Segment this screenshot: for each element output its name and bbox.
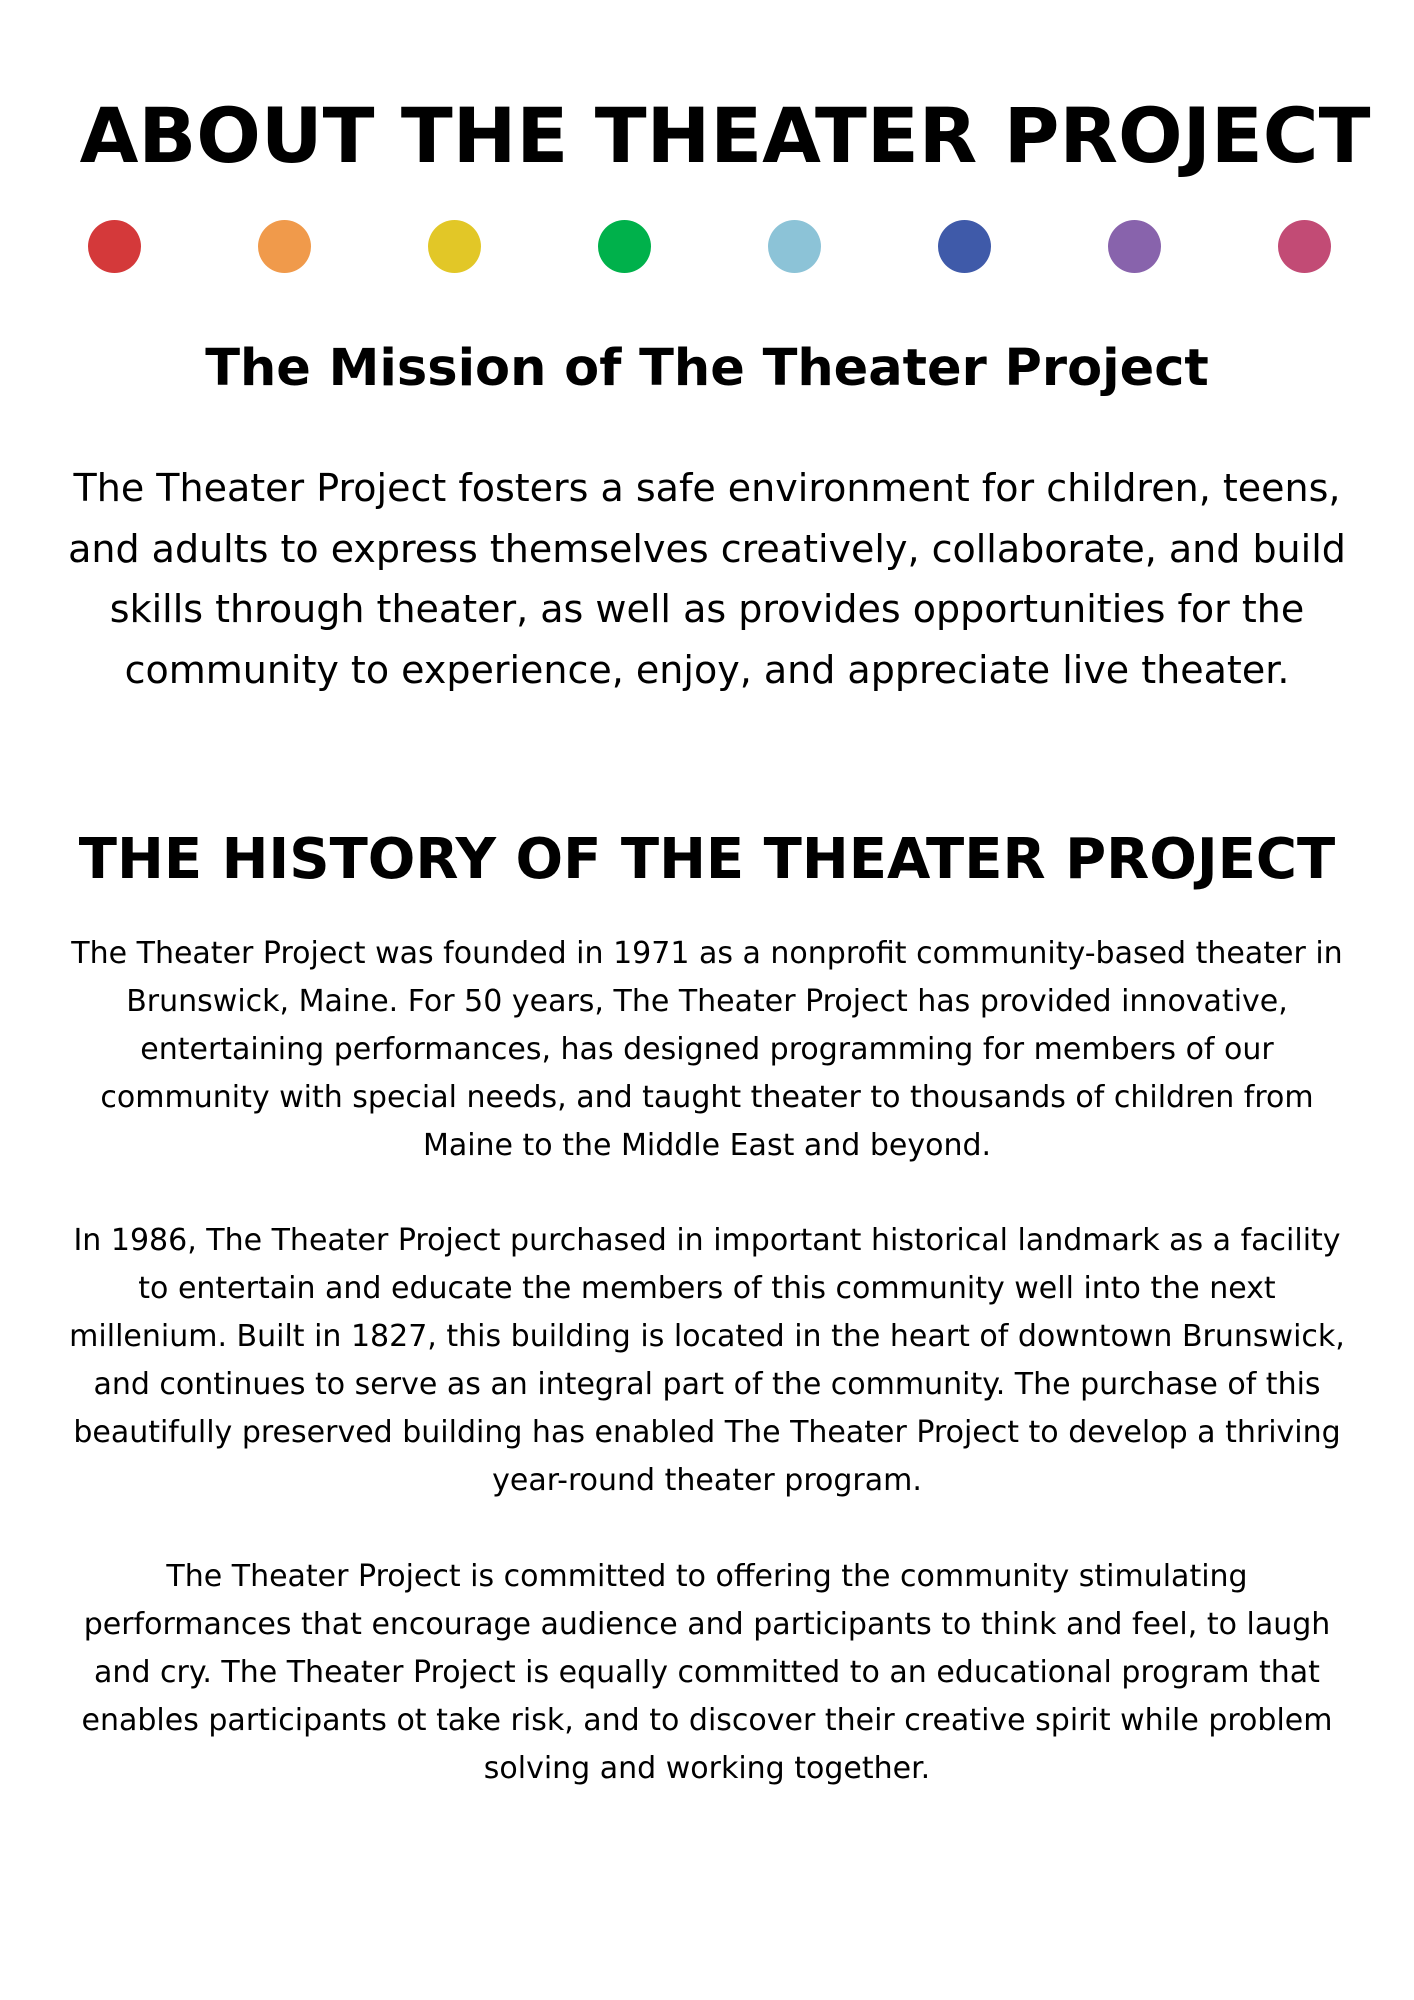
light-blue-dot: [768, 220, 821, 273]
mission-heading: The Mission of The Theater Project: [205, 339, 1209, 398]
pink-dot: [1278, 220, 1331, 273]
history-paragraph-commitment: The Theater Project is committed to offering the community stimulating performances that encourage audience and participants to think and feel, to laugh and cry. The Theater Project is equally committed to an educational program that enables participants ot take risk, and to discover their creative spirit while problem solving and working together.: [81, 1559, 1333, 1786]
purple-dot: [1108, 220, 1161, 273]
orange-dot: [258, 220, 311, 273]
history-paragraph-building: In 1986, The Theater Project purchased in important historical landmark as a facility to entertain and educate the members of this community well into the next millenium. Built in 1827, this building is located in the heart of downtown Brunswick, and continues to serve as an integral part of the community. The purchase of this beautifully preserved building has enabled The Theater Project to develop a thriving year-round theater program.: [69, 1223, 1345, 1498]
yellow-dot: [428, 220, 481, 273]
page-title: ABOUT THE THEATER PROJECT: [79, 91, 1371, 180]
mission-statement: The Theater Project fosters a safe environment for children, teens, and adults to express themselves creatively, collaborate, and build skills through theater, as well as provides opportunities for the community to experience, enjoy, and appreciate live theater.: [68, 466, 1346, 692]
green-dot: [598, 220, 651, 273]
blue-dot: [938, 220, 991, 273]
history-heading: THE HISTORY OF THE THEATER PROJECT: [78, 827, 1336, 892]
color-dots-row: [88, 220, 1328, 274]
red-dot: [88, 220, 141, 273]
history-paragraph-founding: The Theater Project was founded in 1971 as a nonprofit community-based theater in Brunswick, Maine. For 50 years, The Theater Project has provided innovative, entertaining performances, has designed programming for members of our community with special needs, and taught theater to thousands of children from Maine to the Middle East and beyond.: [71, 936, 1343, 1163]
